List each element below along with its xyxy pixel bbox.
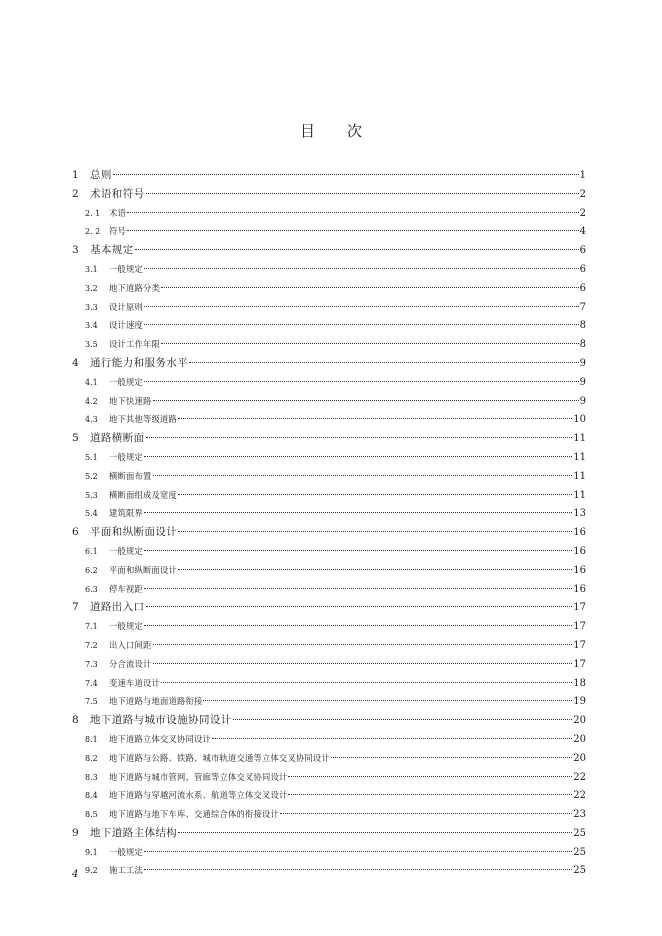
- toc-entry-page: 17: [573, 658, 586, 670]
- toc-dot-leader: [203, 700, 572, 701]
- toc-entry-label: 地下其他等级道路: [109, 414, 177, 425]
- toc-entry-number: 4.2: [85, 396, 98, 406]
- toc-dot-leader: [144, 381, 579, 382]
- toc-section-entry[interactable]: [72, 410, 586, 429]
- toc-entry-page: 6: [579, 245, 586, 257]
- toc-entry-number: 5.1: [85, 452, 98, 462]
- toc-entry-page: 6: [579, 282, 586, 294]
- toc-entry-page: 23: [573, 809, 586, 821]
- toc-dot-leader: [161, 682, 572, 683]
- toc-dot-leader: [288, 776, 572, 777]
- toc-entry-page: 8: [579, 339, 586, 351]
- toc-entry-label: 道路横断面: [90, 432, 145, 445]
- toc-section-entry[interactable]: [72, 316, 586, 335]
- toc-entry-label: 分合流设计: [109, 658, 152, 669]
- toc-dot-leader: [178, 569, 572, 570]
- toc-entry-label: 建筑限界: [109, 508, 143, 519]
- toc-section-entry[interactable]: [72, 580, 586, 599]
- toc-entry-page: 22: [573, 771, 586, 783]
- toc-entry-label: 一般规定: [109, 846, 143, 857]
- toc-section-entry[interactable]: [72, 655, 586, 674]
- toc-entry-label: 变速车道设计: [109, 677, 160, 688]
- toc-entry-label: 一般规定: [109, 545, 143, 556]
- toc-dot-leader: [280, 813, 572, 814]
- toc-dot-leader: [161, 343, 579, 344]
- toc-entry-number: 8.4: [85, 791, 98, 801]
- toc-dot-leader: [233, 719, 573, 720]
- toc-entry-label: 地下道路与城市管网、管廊等立体交叉协同设计: [109, 771, 288, 782]
- toc-entry-page: 9: [579, 357, 586, 369]
- page-folio: 4: [72, 869, 79, 880]
- toc-entry-label: 平面和纵断面设计: [90, 526, 178, 539]
- toc-entry-label: 总则: [90, 169, 112, 181]
- toc-entry-label: 术语: [109, 207, 126, 218]
- toc-dot-leader: [153, 663, 573, 664]
- toc-dot-leader: [144, 588, 572, 589]
- toc-section-entry[interactable]: [72, 448, 586, 467]
- toc-entry-number: 1: [72, 169, 79, 181]
- toc-entry-number: 4: [72, 356, 79, 369]
- toc-dot-leader: [331, 757, 572, 758]
- toc-section-entry[interactable]: [72, 486, 586, 505]
- toc-entry-page: 25: [573, 846, 586, 858]
- toc-section-entry[interactable]: [72, 279, 586, 298]
- toc-entry-label: 一般规定: [109, 621, 143, 632]
- toc-title-char-1: 目: [299, 122, 315, 140]
- toc-section-entry[interactable]: [72, 843, 586, 862]
- toc-section-entry[interactable]: [72, 805, 586, 824]
- toc-entry-page: 1: [579, 170, 586, 181]
- toc-section-entry[interactable]: [72, 260, 586, 279]
- toc-section-entry[interactable]: [72, 222, 586, 241]
- toc-entry-label: 横断面布置: [109, 470, 152, 481]
- toc-title: [0, 120, 662, 141]
- toc-section-entry[interactable]: [72, 861, 586, 880]
- toc-entry-number: 2. 2: [85, 227, 101, 237]
- toc-entry-label: 地下道路与公路、铁路、城市轨道交通等立体交叉协同设计: [109, 752, 330, 763]
- toc-entry-label: 一般规定: [109, 376, 143, 387]
- toc-entry-label: 地下快速路: [109, 395, 152, 406]
- toc-entry-label: 术语和符号: [90, 187, 145, 200]
- toc-entry-label: 设计速度: [109, 320, 143, 331]
- toc-entry-number: 7.3: [85, 659, 98, 669]
- toc-entry-label: 地下道路与穿越河流水系、航道等立体交叉设计: [109, 790, 288, 801]
- toc-entry-number: 9.2: [85, 866, 98, 876]
- toc-entry-number: 2. 1: [85, 208, 101, 218]
- toc-entry-page: 9: [579, 395, 586, 407]
- toc-entry-label: 地下道路与地下车库、交通综合体的衔接设计: [109, 809, 279, 820]
- toc-entry-number: 7: [72, 601, 79, 614]
- toc-entry-label: 平面和纵断面设计: [109, 564, 177, 575]
- toc-dot-leader: [153, 400, 579, 401]
- toc-dot-leader: [127, 230, 579, 231]
- toc-dot-leader: [144, 512, 572, 513]
- toc-section-entry[interactable]: [72, 768, 586, 787]
- toc-dot-leader: [144, 306, 579, 307]
- toc-dot-leader: [161, 287, 579, 288]
- toc-entry-page: 25: [573, 827, 586, 839]
- toc-entry-number: 3.3: [85, 302, 98, 312]
- toc-entry-number: 6: [72, 526, 79, 539]
- table-of-contents: [72, 166, 586, 880]
- toc-entry-page: 16: [573, 583, 586, 595]
- toc-entry-number: 9: [72, 826, 79, 839]
- toc-chapter-entry[interactable]: [72, 711, 586, 730]
- toc-entry-page: 19: [573, 696, 586, 708]
- toc-dot-leader: [144, 625, 572, 626]
- toc-section-entry[interactable]: [72, 674, 586, 693]
- toc-entry-number: 3: [72, 244, 79, 257]
- toc-title-char-2: 次: [347, 122, 363, 140]
- toc-entry-label: 地下道路主体结构: [90, 826, 178, 839]
- toc-entry-label: 停车视距: [109, 583, 143, 594]
- toc-section-entry[interactable]: [72, 467, 586, 486]
- toc-entry-label: 基本规定: [90, 244, 134, 257]
- toc-entry-page: 20: [573, 752, 586, 764]
- toc-dot-leader: [144, 550, 572, 551]
- toc-entry-page: 13: [573, 508, 586, 520]
- toc-entry-label: 通行能力和服务水平: [90, 356, 189, 369]
- toc-dot-leader: [146, 193, 579, 194]
- toc-entry-page: 25: [573, 865, 586, 877]
- toc-entry-page: 9: [579, 376, 586, 388]
- toc-section-entry[interactable]: [72, 786, 586, 805]
- toc-section-entry[interactable]: [72, 542, 586, 561]
- toc-entry-number: 3.4: [85, 321, 98, 331]
- toc-entry-label: 地下道路与城市设施协同设计: [90, 714, 232, 727]
- toc-entry-number: 8.5: [85, 810, 98, 820]
- toc-entry-page: 4: [579, 226, 586, 238]
- toc-chapter-entry[interactable]: [72, 523, 586, 542]
- toc-section-entry[interactable]: [72, 335, 586, 354]
- toc-entry-page: 20: [573, 733, 586, 745]
- toc-section-entry[interactable]: [72, 561, 586, 580]
- toc-section-entry[interactable]: [72, 692, 586, 711]
- toc-entry-number: 7.4: [85, 678, 98, 688]
- toc-entry-number: 5.2: [85, 471, 98, 481]
- toc-entry-number: 9.1: [85, 847, 98, 857]
- toc-entry-page: 10: [573, 414, 586, 426]
- toc-entry-page: 11: [573, 470, 586, 482]
- toc-entry-label: 一般规定: [109, 263, 143, 274]
- toc-section-entry[interactable]: [72, 373, 586, 392]
- toc-dot-leader: [153, 475, 573, 476]
- toc-entry-number: 4.1: [85, 377, 98, 387]
- toc-dot-leader: [146, 606, 573, 607]
- toc-entry-label: 一般规定: [109, 451, 143, 462]
- toc-dot-leader: [178, 832, 572, 833]
- toc-entry-number: 8.1: [85, 734, 98, 744]
- toc-entry-label: 设计原则: [109, 301, 143, 312]
- toc-entry-number: 5: [72, 432, 79, 445]
- toc-entry-number: 2: [72, 187, 79, 200]
- toc-dot-leader: [113, 174, 579, 175]
- toc-entry-page: 11: [573, 451, 586, 463]
- toc-dot-leader: [288, 794, 572, 795]
- toc-entry-number: 7.1: [85, 622, 98, 632]
- toc-entry-page: 16: [573, 527, 586, 539]
- toc-section-entry[interactable]: [72, 749, 586, 768]
- toc-dot-leader: [178, 418, 572, 419]
- toc-dot-leader: [153, 644, 573, 645]
- toc-entry-page: 7: [579, 301, 586, 313]
- toc-entry-label: 地下道路分类: [109, 282, 160, 293]
- toc-chapter-entry[interactable]: [72, 354, 586, 373]
- toc-entry-label: 地下道路立体交叉协同设计: [109, 733, 211, 744]
- toc-entry-page: 20: [573, 715, 586, 727]
- toc-entry-number: 6.2: [85, 565, 98, 575]
- toc-dot-leader: [144, 869, 572, 870]
- toc-entry-number: 6.1: [85, 546, 98, 556]
- toc-section-entry[interactable]: [72, 504, 586, 523]
- toc-entry-label: 出入口间距: [109, 639, 152, 650]
- toc-entry-label: 道路出入口: [90, 601, 145, 614]
- toc-entry-label: 横断面组成及宽度: [109, 489, 177, 500]
- toc-section-entry[interactable]: [72, 204, 586, 223]
- toc-entry-label: 符号: [109, 226, 126, 237]
- toc-entry-number: 3.1: [85, 264, 98, 274]
- toc-entry-label: 地下道路与地面道路衔接: [109, 696, 203, 707]
- toc-entry-number: 8.2: [85, 753, 98, 763]
- toc-entry-number: 5.4: [85, 509, 98, 519]
- toc-dot-leader: [144, 851, 572, 852]
- toc-dot-leader: [212, 738, 572, 739]
- toc-dot-leader: [178, 494, 572, 495]
- toc-dot-leader: [144, 324, 579, 325]
- toc-dot-leader: [189, 362, 579, 363]
- toc-entry-page: 2: [579, 188, 586, 200]
- toc-entry-page: 2: [579, 207, 586, 219]
- toc-dot-leader: [144, 456, 572, 457]
- toc-entry-number: 3.5: [85, 340, 98, 350]
- toc-dot-leader: [178, 531, 572, 532]
- toc-entry-page: 22: [573, 790, 586, 802]
- toc-dot-leader: [146, 437, 573, 438]
- toc-section-entry[interactable]: [72, 298, 586, 317]
- toc-entry-page: 6: [579, 263, 586, 275]
- toc-chapter-entry[interactable]: [72, 429, 586, 448]
- toc-entry-number: 4.3: [85, 415, 98, 425]
- toc-entry-page: 16: [573, 564, 586, 576]
- toc-chapter-entry[interactable]: [72, 241, 586, 260]
- toc-section-entry[interactable]: [72, 730, 586, 749]
- toc-entry-page: 8: [579, 320, 586, 332]
- toc-entry-label: 设计工作年限: [109, 339, 160, 350]
- toc-entry-page: 11: [573, 433, 586, 445]
- toc-chapter-entry[interactable]: [72, 166, 586, 185]
- toc-entry-number: 3.2: [85, 283, 98, 293]
- toc-dot-leader: [135, 249, 579, 250]
- toc-dot-leader: [144, 268, 579, 269]
- toc-dot-leader: [127, 212, 579, 213]
- toc-entry-number: 8: [72, 714, 79, 727]
- toc-section-entry[interactable]: [72, 636, 586, 655]
- toc-entry-page: 17: [573, 621, 586, 633]
- toc-entry-number: 6.3: [85, 584, 98, 594]
- toc-chapter-entry[interactable]: [72, 598, 586, 617]
- toc-chapter-entry[interactable]: [72, 824, 586, 843]
- toc-entry-page: 17: [573, 602, 586, 614]
- toc-section-entry[interactable]: [72, 617, 586, 636]
- toc-entry-page: 17: [573, 639, 586, 651]
- toc-entry-page: 18: [573, 677, 586, 689]
- toc-entry-page: 16: [573, 545, 586, 557]
- toc-entry-label: 施工工法: [109, 865, 143, 876]
- toc-entry-number: 7.2: [85, 640, 98, 650]
- toc-entry-page: 11: [573, 489, 586, 501]
- toc-entry-number: 8.3: [85, 772, 98, 782]
- toc-chapter-entry[interactable]: [72, 185, 586, 204]
- toc-entry-number: 5.3: [85, 490, 98, 500]
- toc-section-entry[interactable]: [72, 392, 586, 411]
- toc-entry-number: 7.5: [85, 697, 98, 707]
